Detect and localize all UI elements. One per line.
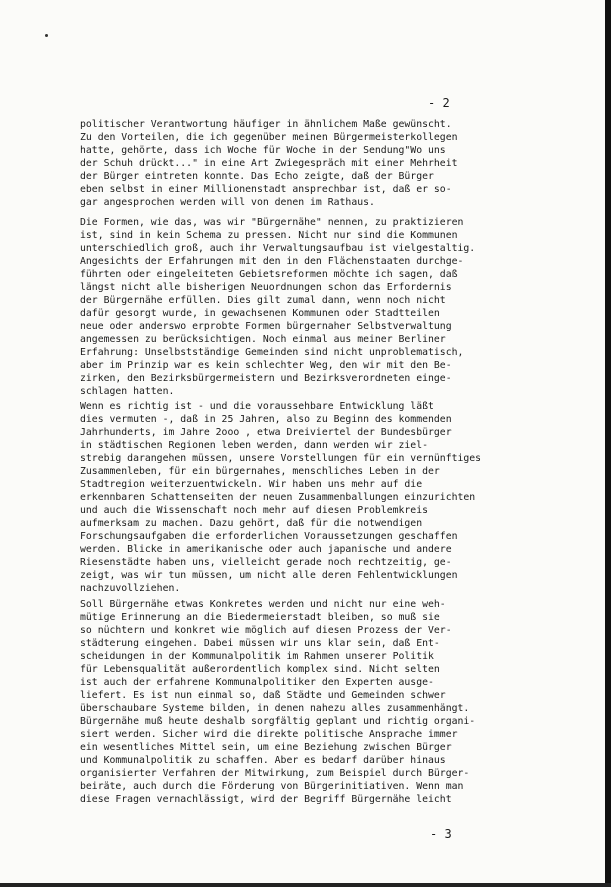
text-line: dafür gesorgt wurde, in gewachsenen Kommunen oder Stadtteilen xyxy=(80,308,440,319)
text-line: siert werden. Sicher wird die direkte politische Ansprache immer xyxy=(80,729,458,740)
text-line: angemessen zu berücksichtigen. Noch einmal aus meiner Berliner xyxy=(80,334,446,345)
text-line: politischer Verantwortung häufiger in ähnlichem Maße gewünscht. xyxy=(80,119,452,130)
text-line: organisierter Verfahren der Mitwirkung, zum Beispiel durch Bürger- xyxy=(80,768,470,779)
text-line: ist, sind in kein Schema zu pressen. Nicht nur sind die Kommunen xyxy=(80,230,458,241)
text-line: zeigt, was wir tun müssen, um nicht alle deren Fehlentwicklungen xyxy=(80,570,458,581)
text-line: zirken, den Bezirksbürgermeistern und Bezirksverordneten einge- xyxy=(80,373,452,384)
text-line: dies vermuten -, daß in 25 Jahren, also zu Beginn des kommenden xyxy=(80,414,452,425)
text-line: gar angesprochen werden will von denen im Rathaus. xyxy=(80,197,375,208)
text-line: so nüchtern und konkret wie möglich auf diesen Prozess der Ver- xyxy=(80,625,452,636)
paragraph-3 xyxy=(80,400,481,595)
text-line: ist auch der erfahrene Kommunalpolitiker den Experten ausge- xyxy=(80,677,434,688)
paragraph-4 xyxy=(80,598,475,806)
text-line: städterung eingehen. Dabei müssen wir uns klar sein, daß Ent- xyxy=(80,638,440,649)
text-line: Zu den Vorteilen, die ich gegenüber meinen Bürgermeisterkollegen xyxy=(80,132,458,143)
text-line: aber im Prinzip war es kein schlechter Weg, den wir mit den Be- xyxy=(80,360,452,371)
text-line: Erfahrung: Unselbstständige Gemeinden sind nicht unproblematisch, xyxy=(80,347,464,358)
text-line: Bürgernähe muß heute deshalb sorgfältig geplant und richtig organi- xyxy=(80,716,476,727)
text-line: diese Fragen vernachlässigt, wird der Begriff Bürgernähe leicht xyxy=(80,794,452,805)
text-line: scheidungen in der Kommunalpolitik im Rahmen unserer Politik xyxy=(80,651,434,662)
next-page-marker: - 3 xyxy=(430,827,452,841)
text-line: der Schuh drückt..." in eine Art Zwiegespräch mit einer Mehrheit xyxy=(80,158,458,169)
text-line: Forschungsaufgaben die erforderlichen Voraussetzungen geschaffen xyxy=(80,531,458,542)
text-line: führten oder eingeleiteten Gebietsreformen möchte ich sagen, daß xyxy=(80,269,458,280)
text-line: Die Formen, wie das, was wir "Bürgernähe" nennen, zu praktizieren xyxy=(80,217,464,228)
text-line: Riesenstädte haben uns, vielleicht gerade noch rechtzeitig, ge- xyxy=(80,557,452,568)
text-line: und Kommunalpolitik zu schaffen. Aber es bedarf darüber hinaus xyxy=(80,755,446,766)
text-line: eben selbst in einer Millionenstadt ansprechbar ist, daß er so- xyxy=(80,184,452,195)
paragraph-2 xyxy=(80,216,475,398)
text-line: in städtischen Regionen leben werden, dann werden wir ziel- xyxy=(80,440,428,451)
text-line: beiräte, auch durch die Förderung von Bürgerinitiativen. Wenn man xyxy=(80,781,464,792)
scan-speck xyxy=(45,34,48,37)
text-line: hatte, gehörte, dass ich Woche für Woche in der Sendung"Wo uns xyxy=(80,145,446,156)
text-line: liefert. Es ist nun einmal so, daß Städte und Gemeinden schwer xyxy=(80,690,446,701)
text-line: nachzuvollziehen. xyxy=(80,583,181,594)
text-line: für Lebensqualität außerordentlich komplex sind. Nicht selten xyxy=(80,664,440,675)
text-line: Jahrhunderts, im Jahre 2ooo , etwa Dreiviertel der Bundesbürger xyxy=(80,427,452,438)
text-line: werden. Blicke in amerikanische oder auch japanische und andere xyxy=(80,544,452,555)
text-line: Wenn es richtig ist - und die voraussehbare Entwicklung läßt xyxy=(80,401,434,412)
text-line: Soll Bürgernähe etwas Konkretes werden und nicht nur eine weh- xyxy=(80,599,446,610)
text-line: ein wesentliches Mittel sein, um eine Beziehung zwischen Bürger xyxy=(80,742,452,753)
text-line: Angesichts der Erfahrungen mit den in den Flächenstaaten durchge- xyxy=(80,256,464,267)
text-line: Zusammenleben, für ein bürgernahes, menschliches Leben in der xyxy=(80,466,440,477)
page-number: - 2 xyxy=(428,96,450,110)
text-line: und auch die Wissenschaft noch mehr auf diesen Problemkreis xyxy=(80,505,428,516)
text-line: schlagen hatten. xyxy=(80,386,175,397)
text-line: längst nicht alle bisherigen Neuordnungen schon das Erfordernis xyxy=(80,282,452,293)
text-line: unterschiedlich groß, auch ihr Verwaltungsaufbau ist vielgestaltig. xyxy=(80,243,476,254)
text-line: Stadtregion weiterzuentwickeln. Wir haben uns mehr auf die xyxy=(80,479,423,490)
text-line: aufmerksam zu machen. Dazu gehört, daß für die notwendigen xyxy=(80,518,423,529)
scan-edge-right xyxy=(605,0,611,887)
text-line: neue oder anderswo erprobte Formen bürgernaher Selbstverwaltung xyxy=(80,321,452,332)
scan-edge-bottom xyxy=(0,883,611,887)
text-line: erkennbaren Schattenseiten der neuen Zusammenballungen einzurichten xyxy=(80,492,476,503)
text-line: der Bürger eintreten konnte. Das Echo zeigte, daß der Bürger xyxy=(80,171,434,182)
text-line: überschaubare Systeme bilden, in denen nahezu alles zusammenhängt. xyxy=(80,703,470,714)
paragraph-1 xyxy=(80,118,458,209)
text-line: der Bürgernähe erfüllen. Dies gilt zumal dann, wenn noch nicht xyxy=(80,295,446,306)
text-line: strebig darangehen müssen, unsere Vorstellungen für ein vernünftiges xyxy=(80,453,482,464)
text-line: mütige Erinnerung an die Biedermeierstadt bleiben, so muß sie xyxy=(80,612,440,623)
